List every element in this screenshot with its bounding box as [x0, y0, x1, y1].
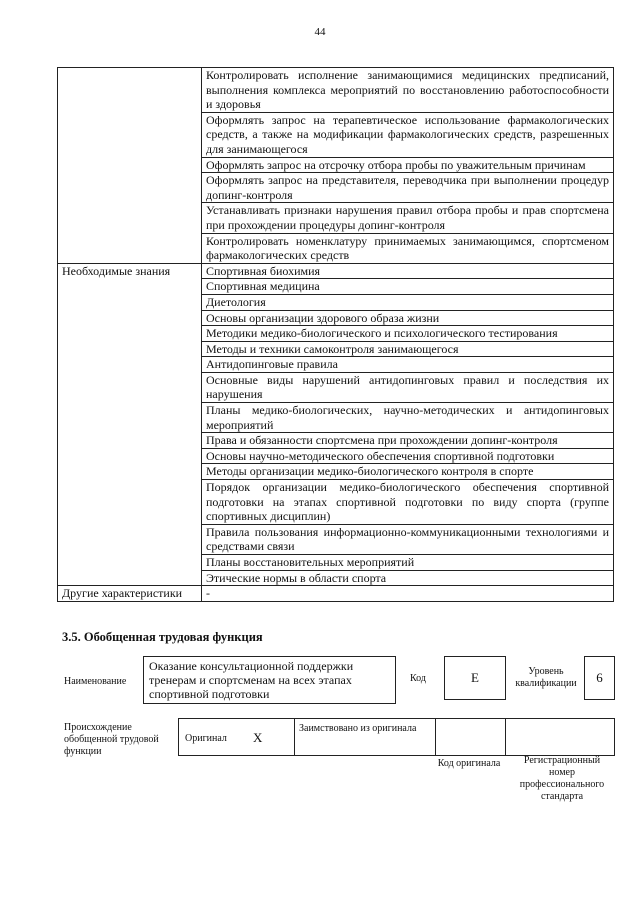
- level-value: 6: [596, 670, 603, 685]
- origin-row: [178, 718, 615, 756]
- row-text: Основы организации здорового образа жизни: [202, 310, 614, 326]
- original-mark: X: [253, 730, 263, 745]
- level-box: [584, 656, 615, 700]
- row-text: Права и обязанности спортсмена при прохождении допинг-контроля: [202, 433, 614, 449]
- row-text: Порядок организации медико-биологического обеспечения спортивной подготовки на этапах спортивной подготовки по виду спорта (группе спортивных дисциплин): [202, 480, 614, 525]
- divider: [505, 719, 506, 755]
- row-text: Оформлять запрос на представителя, переводчика при выполнении процедур допинг-контроля: [202, 173, 614, 203]
- row-text: Методы и техники самоконтроля занимающегося: [202, 341, 614, 357]
- row-text: Основы научно-методического обеспечения спортивной подготовки: [202, 448, 614, 464]
- table-row: [58, 586, 614, 602]
- row-text: Планы медико-биологических, научно-методических и антидопинговых мероприятий: [202, 403, 614, 433]
- row-text: Контролировать номенклатуру принимаемых занимающимся, спортсменом фармакологических средств: [202, 233, 614, 263]
- row-text: Антидопинговые правила: [202, 357, 614, 373]
- empty-label: [58, 68, 202, 264]
- function-name-value: Оказание консультационной поддержки тренерам и спортсменам на всех этапах спортивной подготовки: [149, 659, 354, 701]
- table-row: [58, 68, 614, 113]
- section-title: 3.5. Обобщенная трудовая функция: [62, 630, 263, 644]
- row-text: Этические нормы в области спорта: [202, 570, 614, 586]
- row-text: Методы организации медико-биологического контроля в спорте: [202, 464, 614, 480]
- origin-label: Происхождение обобщенной трудовой функции: [64, 722, 159, 757]
- competency-table: [57, 67, 614, 602]
- row-text: Устанавливать признаки нарушения правил отбора пробы и прав спортсмена при прохождении процедуры допинг-контроля: [202, 203, 614, 233]
- level-label: Уровень квалификации: [515, 666, 577, 689]
- row-text: Спортивная биохимия: [202, 263, 614, 279]
- knowledge-label: Необходимые знания: [58, 263, 202, 585]
- original-label: Оригинал: [185, 733, 227, 744]
- registration-caption: Регистрационный номер профессионального стандарта: [519, 755, 605, 802]
- row-text: Контролировать исполнение занимающимися медицинских предписаний, выполнения комплекса мероприятий по восстановлению работоспособности и здоровья: [202, 68, 614, 113]
- code-original-caption: Код оригинала: [437, 758, 501, 769]
- function-name-box: [143, 656, 396, 704]
- table-row: [58, 263, 614, 279]
- row-text: -: [202, 586, 614, 602]
- page-number: 44: [314, 26, 326, 38]
- row-text: Оформлять запрос на терапевтическое использование фармакологических средств, а также на модификации фармакологических средств, разрешенных для занимающегося: [202, 112, 614, 157]
- row-text: Оформлять запрос на отсрочку отбора пробы по уважительным причинам: [202, 157, 614, 173]
- divider: [435, 719, 436, 755]
- row-text: Правила пользования информационно-коммуникационными технологиями и средствами связи: [202, 524, 614, 554]
- row-text: Диетология: [202, 294, 614, 310]
- code-box: [444, 656, 506, 700]
- code-label: Код: [410, 673, 426, 684]
- row-text: Планы восстановительных мероприятий: [202, 555, 614, 571]
- name-label: Наименование: [64, 676, 127, 687]
- code-value: E: [471, 670, 479, 685]
- divider: [294, 719, 295, 755]
- row-text: Основные виды нарушений антидопинговых правил и последствия их нарушения: [202, 372, 614, 402]
- other-label: Другие характеристики: [58, 586, 202, 602]
- borrowed-label: Заимствовано из оригинала: [299, 723, 417, 734]
- row-text: Спортивная медицина: [202, 279, 614, 295]
- row-text: Методики медико-биологического и психологического тестирования: [202, 326, 614, 342]
